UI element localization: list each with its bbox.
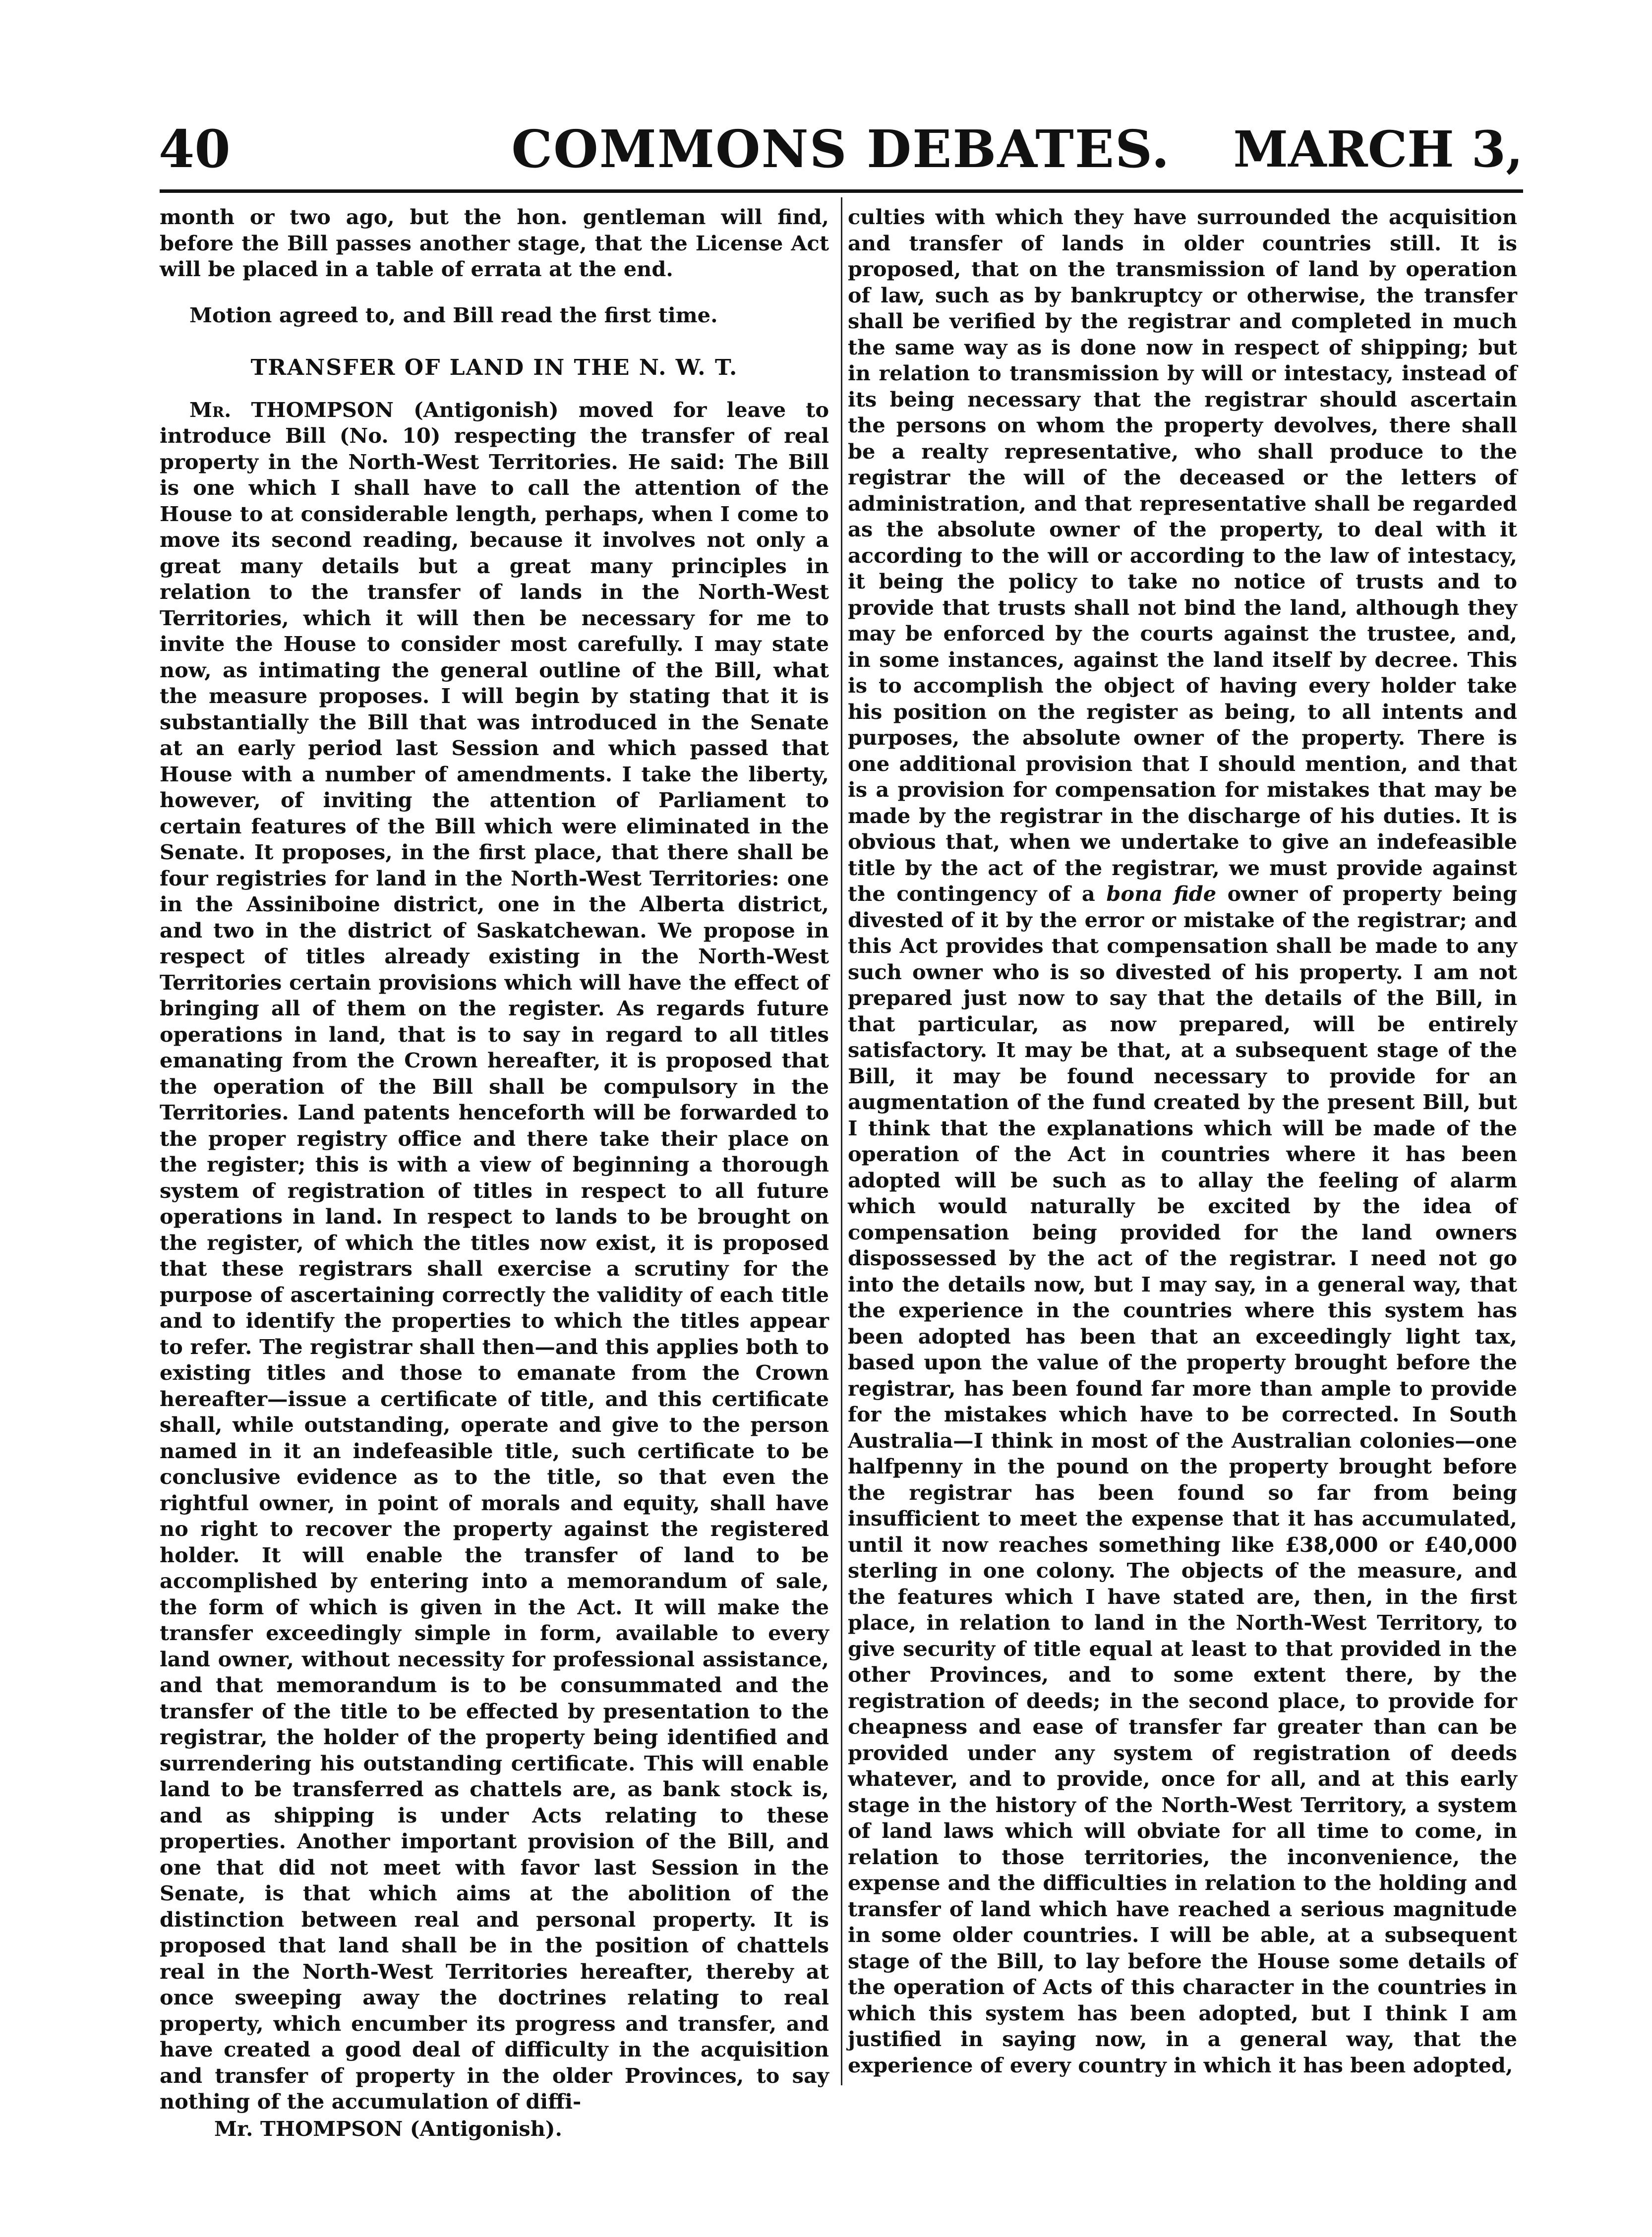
continued-paragraph: month or two ago, but the hon. gentleman will find, before the Bill passes another stage, that the License Act will be placed in a table of errata at the end. (160, 205, 829, 281)
page-header (159, 117, 1523, 181)
italic-phrase: bona fide (1106, 882, 1217, 906)
right-paragraph (848, 204, 1517, 2078)
speech-text: (Antigonish) moved for leave to introduce Bill (No. 10) respecting the transfer of real property in the North-West Territories. He said: The Bill is one which I shall have to call the attention of the House to at considerable length, perhaps, when I come to move its second reading, because it involves not only a great many details but a great many principles in relation to the transfer of lands in the North-West Territories, which it will then be necessary for me to invite the House to consider most carefully. I may state now, as intimating the general outline of the Bill, what the measure proposes. I will begin by stating that it is substantially the Bill that was introduced in the Senate at an early period last Session and which passed that House with a number of amendments. I take the liberty, however, of inviting the attention of Parliament to certain features of the Bill which were eliminated in the Senate. It proposes, in the first place, that there shall be four registries for land in the North-West Territories: one in the Assiniboine district, one in the Alberta district, and two in the district of Saskatchewan. We propose in respect of titles already existing in the North-West Territories certain provisions which will have the effect of bringing all of them on the register. As regards future operations in land, that is to say in regard to all titles emanating from the Crown hereafter, it is proposed that the operation of the Bill shall be compulsory in the Territories. Land patents henceforth will be forwarded to the proper registry office and there take their place on the register; this is with a view of beginning a thorough system of registration of titles in respect to all future operations in land. In respect to lands to be brought on the register, of which the titles now exist, it is proposed that these registrars shall exercise a scrutiny for the purpose of ascertaining correctly the validity of each title and to identify the properties to which the titles appear to refer. The registrar shall then—and this applies both to existing titles and those to emanate from the Crown hereafter—issue a certificate of title, and this certificate shall, while outstanding, operate and give to the person named in it an indefeasible title, such certificate to be conclusive evidence as to the title, so that even the rightful owner, in point of morals and equity, shall have no right to recover the property against the registered holder. It will enable the transfer of land to be accomplished by entering into a memorandum of sale, the form of which is given in the Act. It will make the transfer exceedingly simple in form, available to every land owner, without necessity for professional assistance, and that memorandum is to be consummated and the transfer of the title to be effected by presentation to the registrar, the holder of the property being identified and surrendering his outstanding certificate. This will enable land to be transferred as chattels are, as bank stock is, and as shipping is under Acts relating to these properties. Another important provision of the Bill, and one that did not meet with favor last Session in the Senate, is that which aims at the abolition of the distinction between real and personal property. It is proposed that land shall be in the position of chattels real in the North-West Territories hereafter, thereby at once sweeping away the doctrines relating to real property, which encumber its progress and transfer, and have created a good deal of difficulty in the acquisition and transfer of property in the older Provinces, to say nothing of the accumulation of diffi- (160, 397, 829, 2114)
column-divider (841, 197, 842, 2085)
header-date: MARCH 3, (1233, 120, 1523, 178)
section-heading: TRANSFER OF LAND IN THE N. W. T. (250, 355, 738, 380)
right-text-part1: culties with which they have surrounded the acquisition and transfer of lands in older countries still. It is proposed, that on the transmission of land by operation of law, such as by bankruptcy or otherwise, the transfer shall be verified by the registrar and completed in much the same way as is done now in respect of shipping; but in relation to transmission by will or intestacy, instead of its being necessary that the registrar should ascertain the persons on whom the property devolves, there shall be a realty representative, who shall produce to the registrar the will of the deceased or the letters of administration, and that representative shall be regarded as the absolute owner of the property, to deal with it according to the will or according to the law of intestacy, it being the policy to take no notice of trusts and to provide that trusts shall not bind the land, although they may be enforced by the courts against the trustee, and, in some instances, against the land itself by decree. This is to accomplish the object of having every holder take his position on the register as being, to all intents and purposes, the absolute owner of the property. There is one additional provision that I should mention, and that is a provision for compensation for mistakes that may be made by the registrar in the discharge of his duties. It is obvious that, when we undertake to give an indefeasible title by the act of the registrar, we must provide against the contingency of a (848, 205, 1517, 906)
left-column (160, 204, 829, 2141)
publication-title: COMMONS DEBATES. (511, 118, 1171, 179)
header-rule (160, 189, 1523, 193)
right-text-part2: owner of property being divested of it by the error or mistake of the registrar; and this Act provides that compensation shall be made to any such owner who is so divested of his property. I am not prepared just now to say that the details of the Bill, in that particular, as now prepared, will be entirely satisfactory. It may be that, at a subsequent stage of the Bill, it may be found necessary to provide for an augmentation of the fund created by the present Bill, but I think that the explanations which will be made of the operation of the Act in countries where it has been adopted will be such as to allay the feeling of alarm which would naturally be excited by the idea of compensation being provided for the land owners dispossessed by the act of the registrar. I need not go into the details now, but I may say, in a general way, that the experience in the countries where this system has been adopted has been that an exceedingly light tax, based upon the value of the property brought before the registrar, has been found far more than ample to provide for the mistakes which have to be corrected. In South Australia—I think in most of the Australian colonies—one halfpenny in the pound on the property brought before the registrar has been found so far from being insufficient to meet the expense that it has accumulated, until it now reaches something like £38,000 or £40,000 sterling in one colony. The objects of the measure, and the features which I have stated are, then, in the first place, in relation to land in the North-West Territory, to give security of title equal at least to that provided in the other Provinces, and to some extent there, by the registration of deeds; in the second place, to provide for cheapness and ease of transfer far greater than can be provided under any system of registration of deeds whatever, and to provide, once for all, and at this early stage in the history of the North-West Territory, a system of land laws which will obviate for all time to come, in relation to those territories, the inconvenience, the expense and the difficulties in relation to the holding and transfer of land which have reached a serious magnitude in some older countries. I will be able, at a subsequent stage of the Bill, to lay before the House some details of the operation of Acts of this character in the countries in which this system has been adopted, but I think I am justified in saying now, in a general way, that the experience of every country in which it has been adopted, (848, 882, 1517, 2077)
speech-paragraph (160, 397, 829, 2115)
speaker-signature: Mr. THOMPSON (Antigonish). (214, 2116, 562, 2141)
page-number: 40 (159, 118, 231, 179)
motion-text: Motion agreed to, and Bill read the first time. (189, 302, 718, 327)
right-column (848, 204, 1517, 2093)
speaker-name: Mr. THOMPSON (189, 397, 394, 422)
